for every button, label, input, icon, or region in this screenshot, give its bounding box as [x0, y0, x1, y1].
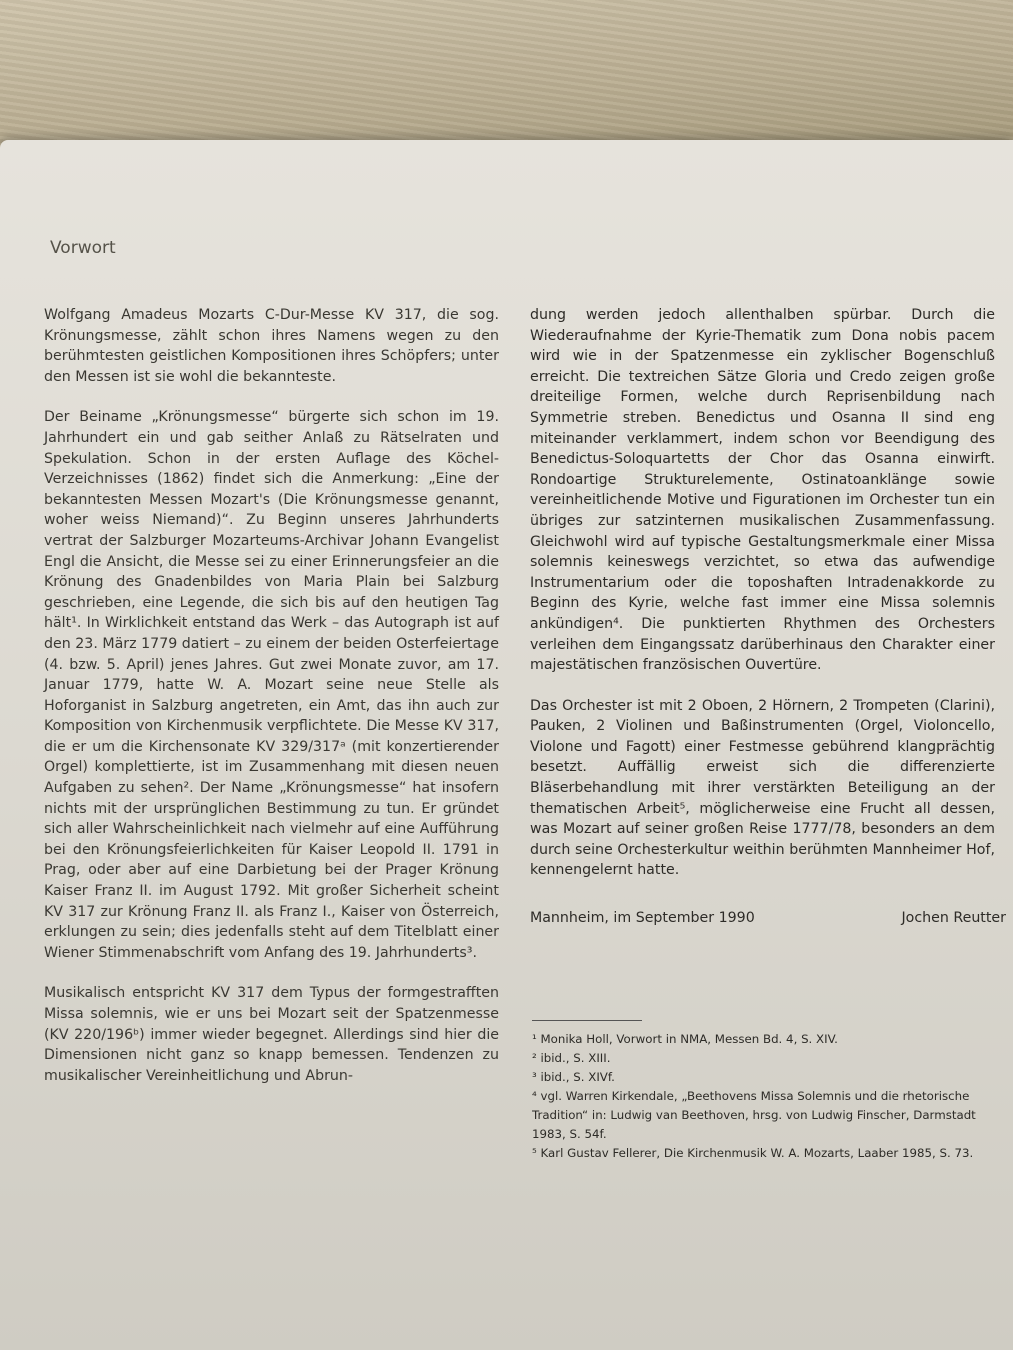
footnote: ⁴ vgl. Warren Kirkendale, „Beethovens Missa Solemnis und die rhetorische — [532, 1089, 970, 1103]
footnote: ⁵ Karl Gustav Fellerer, Die Kirchenmusik W. A. Mozarts, Laaber 1985, S. 73. — [532, 1146, 974, 1160]
footnote: ³ ibid., S. XIVf. — [532, 1070, 615, 1084]
footnotes — [532, 1030, 1013, 1163]
footnote: ¹ Monika Holl, Vorwort in NMA, Messen Bd. 4, S. XIV. — [532, 1032, 838, 1046]
paragraph: Wolfgang Amadeus Mozarts C-Dur-Messe KV 317, die sog. Krönungsmesse, zählt schon ihres Namens wegen zu den berühmtesten geistlichen Kompositionen ihres Schöpfers; unter den Messen ist sie wohl die bekannteste. — [44, 307, 499, 385]
footnote: Tradition“ in: Ludwig van Beethoven, hrsg. von Ludwig Finscher, Darmstadt — [532, 1108, 976, 1122]
footnote: 1983, S. 54f. — [532, 1127, 607, 1141]
signature-line — [530, 910, 1006, 926]
paragraph: Der Beiname „Krönungsmesse“ bürgerte sich schon im 19. Jahrhundert ein und gab seither Anlaß zu Rätselraten und Spekulation. Schon in der ersten Auflage des Köchel-Verzeichnisses (1862) findet sich die Anmerkung: „Eine der bekanntesten Messen Mozart's (Die Krönungsmesse genannt, woher weiss Niemand)“. Zu Beginn unseres Jahrhunderts vertrat der Salzburger Mozarteums-Archivar Johann Evangelist Engl die Ansicht, die Messe sei zu einer Erinnerungsfeier an die Krönung des Gnadenbildes von Maria Plain bei Salzburg geschrieben, eine Legende, die sich bis auf den heutigen Tag hält¹. In Wirklichkeit entstand das Werk – das Autograph ist auf den 23. März 1779 datiert – zu einem der beiden Osterfeiertage (4. bzw. 5. April) jenes Jahres. Gut zwei Monate zuvor, am 17. Januar 1779, hatte W. A. Mozart seine neue Stelle als Hoforganist in Salzburg angetreten, ein Amt, das ihn auch zur Komposition von Kirchenmusik verpflichtete. Die Messe KV 317, die er um die Kirchensonate KV 329/317ᵃ (mit konzertierender Orgel) komplettierte, ist im Zusammenhang mit diesen neuen Aufgaben zu sehen². Der Name „Krönungsmesse“ hat insofern nichts mit der ursprünglichen Bestimmung zu tun. Er gründet sich aller Wahrscheinlichkeit nach vielmehr auf eine Aufführung bei den Krönungsfeierlichkeiten für Kaiser Leopold II. 1791 in Prag, oder aber auf eine Darbietung bei der Prager Krönung Kaiser Franz II. im August 1792. Mit großer Sicherheit scheint KV 317 zur Krönung Franz II. als Franz I., Kaiser von Österreich, erklungen zu sein; dies jedenfalls steht auf dem Titelblatt einer Wiener Stimmenabschrift vom Anfang des 19. Jahrhunderts³. — [44, 409, 499, 961]
author-name: Jochen Reutter — [901, 910, 1006, 926]
paragraph: Musikalisch entspricht KV 317 dem Typus der formgestrafften Missa solemnis, wie er uns bei Mozart seit der Spatzenmesse (KV 220/196ᵇ) immer wieder begegnet. Allerdings sind hier die Dimensionen nicht ganz so knapp bemessen. Tendenzen zu musikalischer Vereinheitlichung und Abrun- — [44, 985, 499, 1084]
paragraph: dung werden jedoch allenthalben spürbar. Durch die Wiederaufnahme der Kyrie-Thematik zum Dona nobis pacem wird wie in der Spatzenmesse ein zyklischer Bogenschluß erreicht. Die textreichen Sätze Gloria und Credo zeigen große dreiteilige Formen, welche durch Reprisenbildung nach Symmetrie streben. Benedictus und Osanna II sind eng miteinander verklammert, indem schon vor Beendigung des Benedictus-Soloquartetts der Chor das Osanna einwirft. Rondoartige Strukturelemente, Ostinatoanklänge sowie vereinheitlichende Motive und Figurationen im Orchester tun ein übriges zur satzinternen musikalischen Zusammenfassung. Gleichwohl wird auf typische Gestaltungsmerkmale einer Missa solemnis keineswegs verzichtet, so etwa das aufwendige Instrumentarium oder die toposhaften Intradenakkorde zu Beginn des Kyrie, welche fast immer eine Missa solemnis ankündigen⁴. Die punktierten Rhythmen des Orchesters verleihen dem Eingangssatz darüberhinaus den Charakter einer majestätischen französischen Ouvertüre. — [530, 307, 995, 674]
right-column — [530, 305, 995, 901]
book-page — [0, 140, 1013, 1350]
paragraph: Das Orchester ist mit 2 Oboen, 2 Hörnern, 2 Trompeten (Clarini), Pauken, 2 Violinen und Baßinstrumenten (Orgel, Violoncello, Violone und Fagott) einer Festmesse gebührend klangprächtig besetzt. Auffällig erweist sich die differenzierte Bläserbehandlung mit ihrer verstärkten Beteiligung an der thematischen Arbeit⁵, möglicherweise eine Frucht all dessen, was Mozart auf seiner großen Reise 1777/78, besonders an dem durch seine Orchesterkultur weithin berühmten Mannheimer Hof, kennengelernt hatte. — [530, 697, 995, 879]
footnote: ² ibid., S. XIII. — [532, 1051, 611, 1065]
table-surface — [0, 0, 1013, 160]
left-column — [44, 305, 499, 1106]
page-heading: Vorwort — [50, 238, 116, 258]
footnote-rule — [532, 1020, 642, 1021]
place-date: Mannheim, im September 1990 — [530, 910, 755, 926]
